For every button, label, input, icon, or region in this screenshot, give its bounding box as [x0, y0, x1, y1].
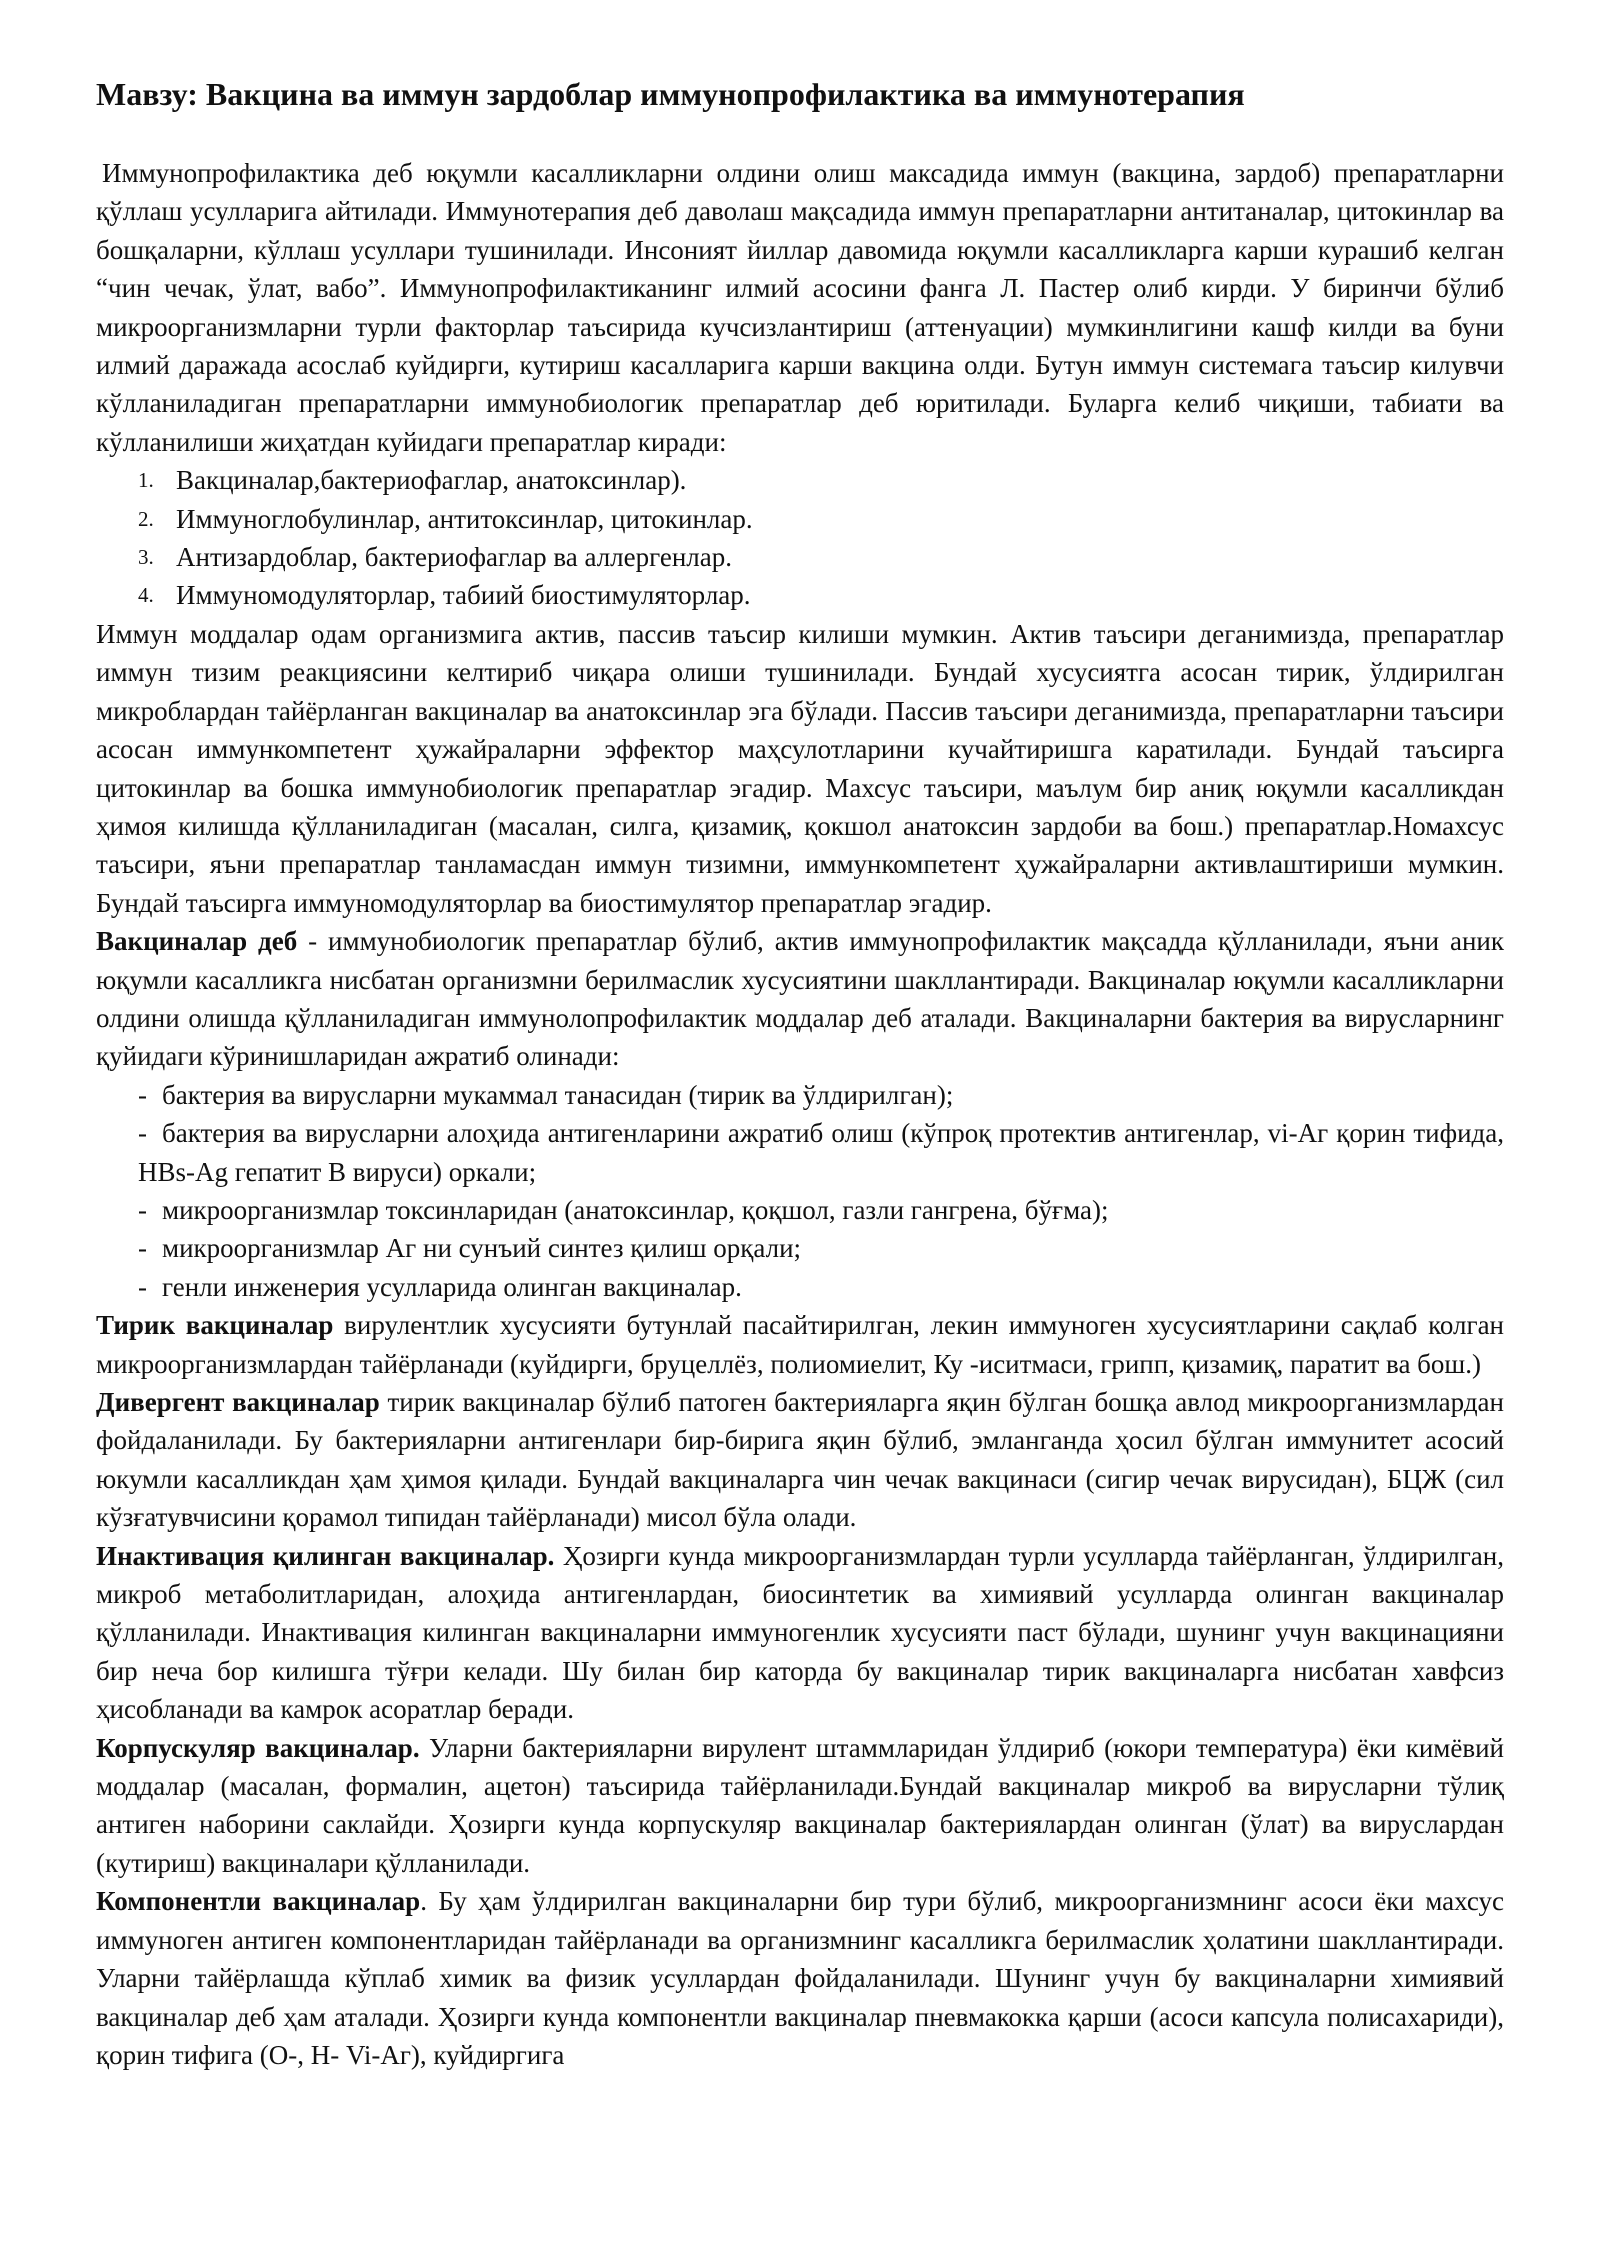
vaccine-sources-list [96, 1076, 1504, 1306]
vaccines-definition-paragraph [96, 922, 1504, 1076]
list-number: 1. [138, 468, 154, 493]
term-heading: Тирик вакциналар [96, 1310, 334, 1341]
list-number: 2. [138, 506, 154, 531]
list-item-text: микроорганизмлар Аг ни сунъий синтез қилиш орқали; [162, 1233, 802, 1264]
list-item [96, 1229, 1504, 1267]
term-heading: Инактивация қилинган вакциналар. [96, 1540, 555, 1571]
list-item-text: Иммуноглобулинлар, антитоксинлар, цитокинлар. [176, 503, 753, 534]
list-item [96, 500, 1504, 538]
list-dash: - [138, 1194, 147, 1225]
list-item [96, 1114, 1504, 1191]
list-item-text: Иммуномодуляторлар, табиий биостимуляторлар. [176, 580, 751, 611]
term-heading: Корпускуляр вакциналар. [96, 1732, 420, 1763]
list-item-text: Вакциналар,бактериофаглар, анатоксинлар). [176, 465, 687, 496]
list-item-text: генли инженерия усулларида олинган вакциналар. [162, 1271, 742, 1302]
list-item [96, 1191, 1504, 1229]
immune-effects-paragraph: Иммун моддалар одам организмига актив, пассив таъсир килиши мумкин. Актив таъсири деганимизда, препаратлар иммун тизим реакциясини келтириб чиқара олиши тушинилади. Бундай хусусиятга асосан тирик, ўлдирилган микроблардан тайёрланган вакциналар ва анатоксинлар эга бўлади. Пассив таъсири деганимизда, препаратларни таъсири асосан иммункомпетент ҳужайраларни эффектор маҳсулотларини кучайтиришга каратилади. Бундай таъсирга цитокинлар ва бошка иммунобиологик препаратлар эгадир. Махсус таъсири, маълум бир аниқ юқумли касалликдан ҳимоя килишда қўлланиладиган (масалан, силга, қизамиқ, қокшол анатоксин зардоби ва бош.) препаратлар.Номахсус таъсири, яъни препаратлар танламасдан иммун тизимни, иммункомпетент ҳужайраларни активлаштириши мумкин. Бундай таъсирга иммуномодуляторлар ва биостимулятор препаратлар эгадир. [96, 618, 1504, 918]
term-heading: Дивергент вакциналар [96, 1387, 380, 1417]
list-item [96, 1268, 1504, 1306]
intro-paragraph: Иммунопрофилактика деб юқумли касалликларни олдини олиш максадида иммун (вакцина, зардоб) препаратларни қўллаш усулларига айтилади. Иммунотерапия деб даволаш мақсадида иммун препаратларни антитаналар, цитокинлар ва бошқаларни, кўллаш усуллари тушинилади. Инсоният йиллар давомида юқумли касалликларга карши курашиб келган “чин чечак, ўлат, вабо”. Иммунопрофилактиканинг илмий асосини фанга Л. Пастер олиб кирди. У биринчи бўлиб микроорганизмларни турли факторлар таъсирида кучсизлантириш (аттенуации) мумкинлигини кашф килди ва буни илмий даражада асослаб куйдирги, кутириш касалларига карши вакцина олди. Бутун иммун системага таъсир килувчи кўлланиладиган препаратларни иммунобиологик препаратлар деб юритилади. Буларга келиб чиқиши, табиати ва кўлланилиши жиҳатдан куйидаги препаратлар киради: [96, 158, 1504, 457]
list-number: 3. [138, 545, 154, 570]
paragraph-text: Уларни бактерияларни вирулент штаммларидан ўлдириб (юкори температура) ёки кимёвий моддалар (масалан, формалин, ацетон) таъсирида тайёрланилади.Бундай вакциналар микроб ва вирусларни тўлиқ антиген наборини саклайди. Ҳозирги кунда корпускуляр вакциналар бактериялардан олинган (ўлат) ва вируслардан (кутириш) вакциналари қўлланилади. [96, 1732, 1504, 1878]
list-item [96, 461, 1504, 499]
corpuscular-vaccines-paragraph [96, 1729, 1504, 1883]
list-item [96, 576, 1504, 614]
page-title: Мавзу: Вакцина ва иммун зардоблар иммунопрофилактика ва иммунотерапия [96, 76, 1245, 112]
term-heading: Вакциналар деб [96, 926, 298, 957]
paragraph-text: тирик вакциналар бўлиб патоген бактерияларга яқин бўлган бошқа авлод микроорганизмлардан фойдаланилади. Бу бактерияларни антигенлари бир-бирига яқин бўлиб, эмланганда ҳосил бўлган иммунитет асосий юкумли касалликдан ҳам ҳимоя қилади. Бундай вакциналарга чин чечак вакцинаси (сигир чечак вирусидан), БЦЖ (сил кўзғатувчисини қорамол типидан тайёрланади) мисол бўла олади. [96, 1387, 1504, 1533]
inactivated-vaccines-paragraph [96, 1537, 1504, 1729]
list-item-text: микроорганизмлар токсинларидан (анатоксинлар, қоқшол, газли гангрена, бўғма); [162, 1194, 1109, 1225]
term-heading: Компонентли вакциналар [96, 1886, 421, 1917]
component-vaccines-paragraph [96, 1882, 1504, 2074]
list-number: 4. [138, 583, 154, 608]
paragraph-text: вирулентлик хусусияти бутунлай пасайтирилган, лекин иммуноген хусусиятларини сақлаб колган микроорганизмлардан тайёрланади (куйдирги, бруцеллёз, полиомиелит, Ку -иситмаси, грипп, қизамиқ, паратит ва бош.) [96, 1310, 1505, 1379]
divergent-vaccines-paragraph [96, 1383, 1504, 1537]
list-item-text: бактерия ва вирусларни алоҳида антигенларини ажратиб олиш (кўпроқ протектив антигенлар, vi-Аг қорин тифида, HBs-Ag гепатит В вируси) оркали; [138, 1118, 1504, 1187]
list-item [96, 1076, 1504, 1114]
list-item-text: бактерия ва вирусларни мукаммал танасидан (тирик ва ўлдирилган); [162, 1079, 954, 1110]
list-item [96, 538, 1504, 576]
preparations-list [96, 461, 1504, 615]
list-item-text: Антизардоблар, бактериофаглар ва аллергенлар. [176, 542, 732, 573]
live-vaccines-paragraph [96, 1306, 1504, 1383]
list-dash: - [138, 1118, 147, 1149]
paragraph-text: - иммунобиологик препаратлар бўлиб, актив иммунопрофилактик мақсадда қўлланилади, яъни аник юқумли касалликга нисбатан организмни берилмаслик хусусиятини шакллантиради. Вакциналар юқумли касалликларни олдини олишда қўлланиладиган иммунолопрофилактик моддалар деб аталади. Вакциналарни бактерия ва вирусларнинг қуйидаги кўринишларидан ажратиб олинади: [96, 926, 1504, 1072]
list-dash: - [138, 1233, 147, 1264]
paragraph-text: . Бу ҳам ўлдирилган вакциналарни бир тури бўлиб, микроорганизмнинг асоси ёки махсус иммуноген антиген компонентларидан тайёрланади ва организмнинг касалликга берилмаслик ҳолатини шакллантиради. Уларни тайёрлашда кўплаб химик ва физик усуллардан фойдаланилади. Шунинг учун бу вакциналарни химиявий вакциналар деб ҳам аталади. Ҳозирги кунда компонентли вакциналар пневмакокка қарши (асоси капсула полисахариди), қорин тифига (О-, Н- Vi-Аг), куйдиргига [96, 1886, 1504, 2070]
paragraph-text: Ҳозирги кунда микроорганизмлардан турли усулларда тайёрланган, ўлдирилган, микроб метаболитларидан, алоҳида антигенлардан, биосинтетик ва химиявий усулларда олинган вакциналар қўлланилади. Инактивация килинган вакциналарни иммуногенлик хусусияти паст бўлади, шунинг учун вакцинацияни бир неча бор килишга тўғри келади. Шу билан бир каторда бу вакциналар тирик вакциналарга нисбатан хавфсиз ҳисобланади ва камрок асоратлар беради. [96, 1540, 1504, 1725]
list-dash: - [138, 1271, 147, 1302]
list-dash: - [138, 1079, 147, 1110]
